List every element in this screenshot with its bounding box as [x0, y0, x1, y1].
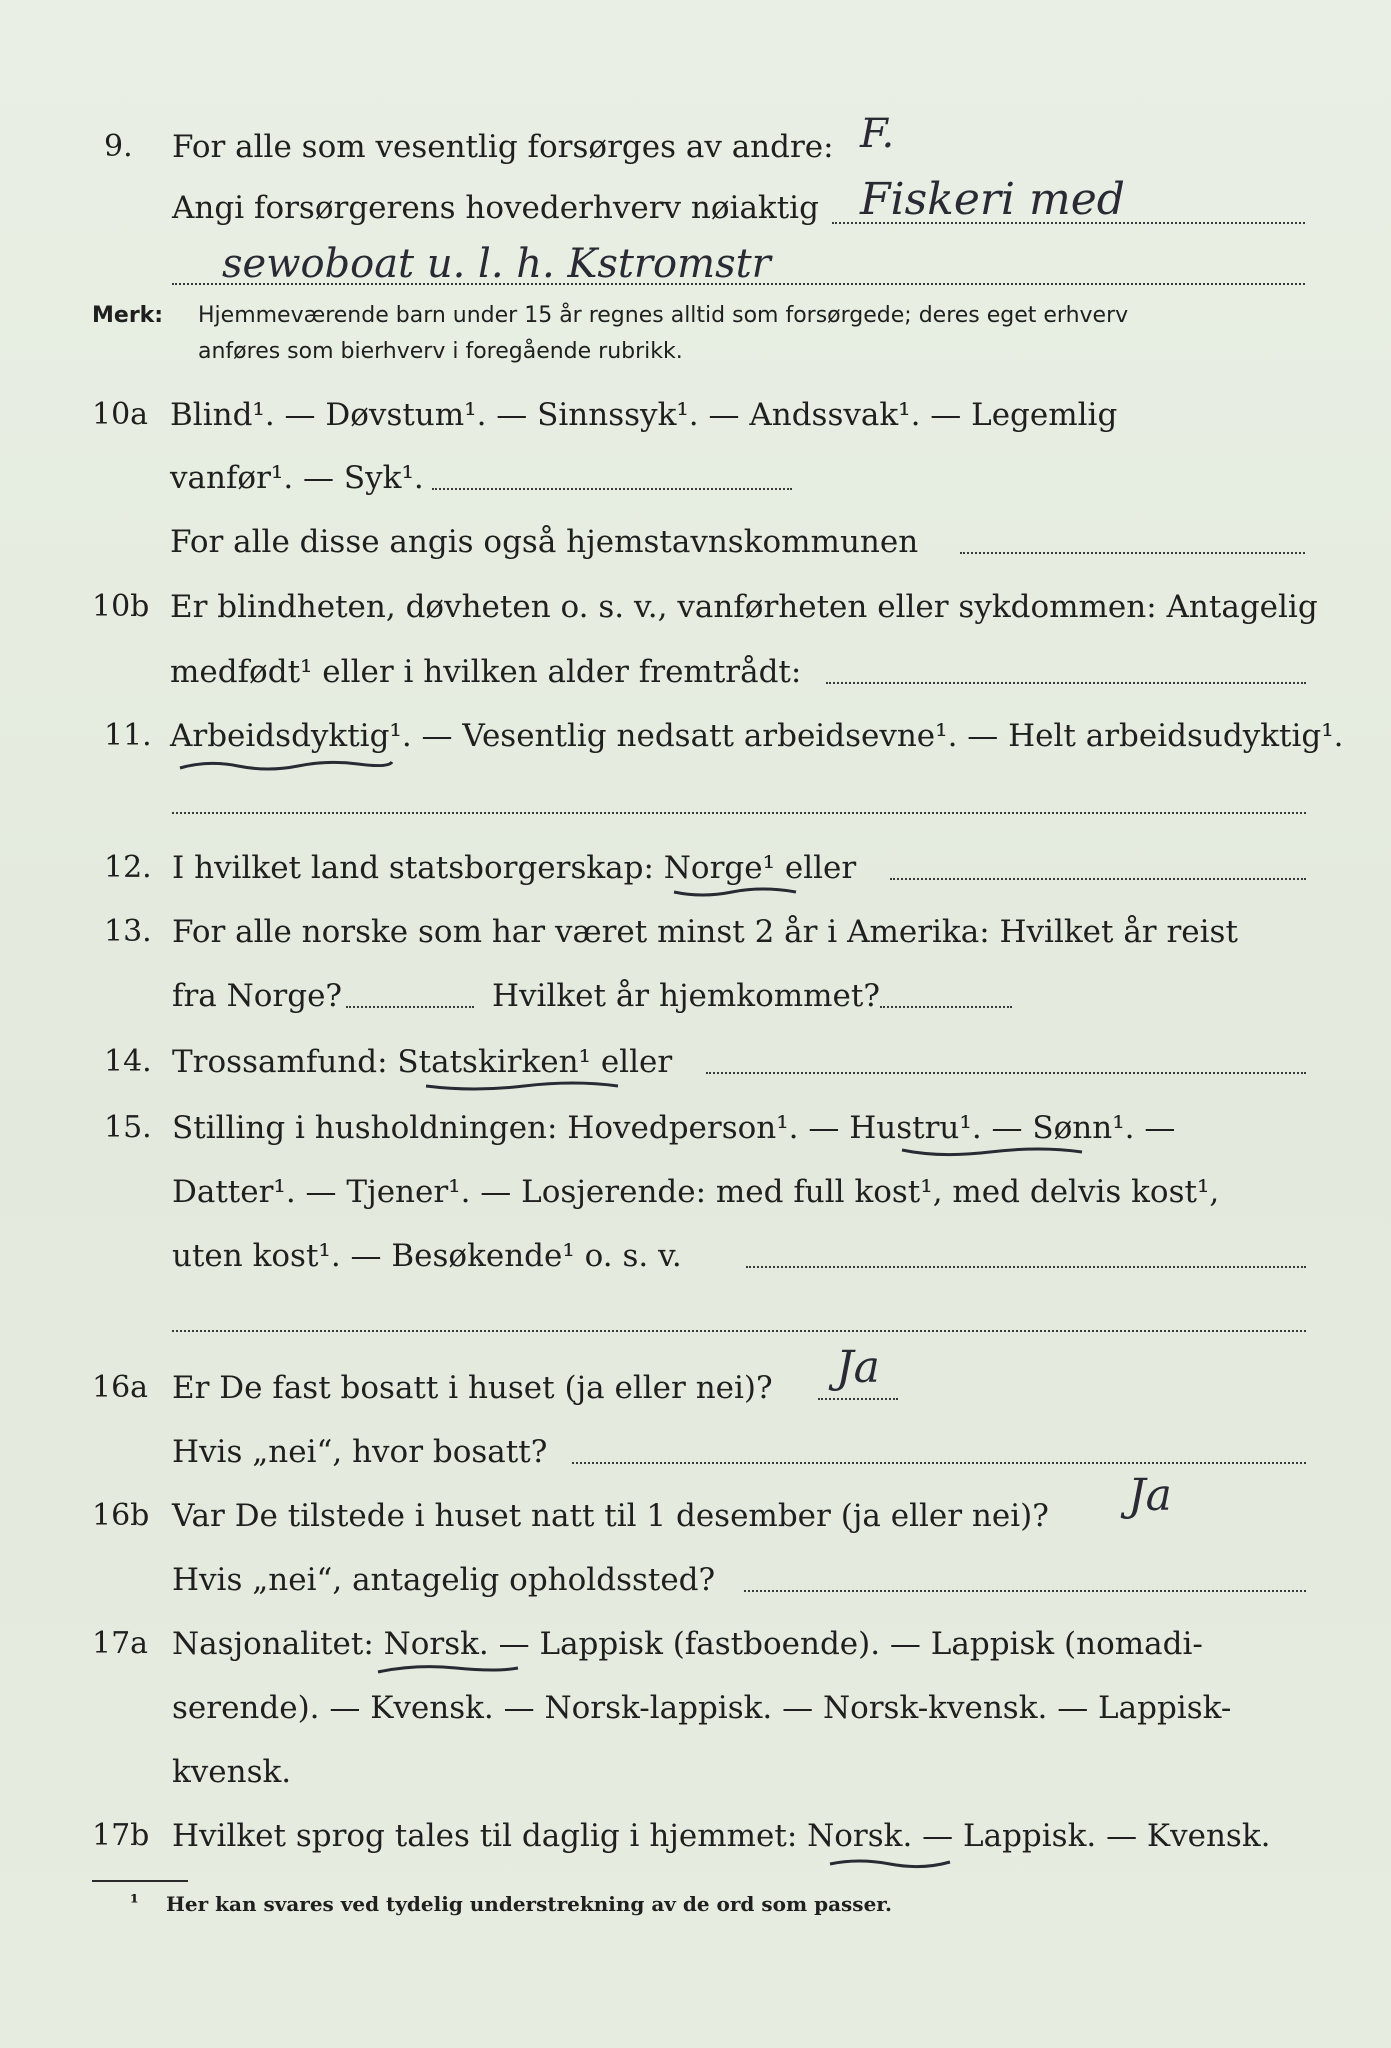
q15-text-line2: Datter¹. — Tjener¹. — Losjerende: med full kost¹, med delvis kost¹, [172, 1174, 1220, 1210]
q17b-norsk-underline [828, 1856, 952, 1870]
question-number-15: 15. [104, 1110, 152, 1145]
q17b-text-line1: Hvilket sprog tales til daglig i hjemmet: Norsk. — Lappisk. — Kvensk. [172, 1818, 1271, 1854]
q15-extra-line[interactable] [172, 1330, 1306, 1332]
q17a-text-line1: Nasjonalitet: Norsk. — Lappisk (fastboende). — Lappisk (nomadi- [172, 1626, 1203, 1662]
question-number-16a: 16a [92, 1370, 149, 1405]
q14-text-line1: Trossamfund: Statskirken¹ eller [172, 1044, 673, 1080]
q9-answer-mark: F. [860, 111, 895, 157]
question-number-10a: 10a [92, 397, 149, 432]
q10a-text-line2: vanfør¹. — Syk¹. [170, 460, 424, 496]
q10a-home-municipality-line[interactable] [960, 552, 1305, 554]
question-number-16b: 16b [92, 1498, 150, 1533]
q10a-text-line3: For alle disse angis også hjemstavnskommunen [170, 524, 919, 560]
q16a-handwritten-answer: Ja [836, 1342, 880, 1393]
q17a-norsk-underline [376, 1662, 520, 1676]
footnote-text: Her kan svares ved tydelig understrekning av de ord som passer. [166, 1892, 892, 1916]
q16b-text-line2: Hvis „nei“, antagelig opholdssted? [172, 1562, 716, 1598]
q14-answer-line[interactable] [706, 1072, 1306, 1074]
q9-handwritten-answer1: Fiskeri med [860, 174, 1125, 225]
q13-text-line2a: fra Norge? [172, 978, 343, 1014]
q11-arbeidsdyktig-underline [178, 758, 394, 772]
q16b-text-line1: Var De tilstede i huset natt til 1 desember (ja eller nei)? [172, 1498, 1049, 1534]
question-number-12: 12. [104, 850, 152, 885]
q12-norge-underline [672, 886, 798, 900]
question-number-17a: 17a [92, 1626, 149, 1661]
q15-hustru-underline [900, 1146, 1084, 1160]
merk-label: Merk: [92, 303, 164, 328]
q11-text-line1: Arbeidsdyktig¹. — Vesentlig nedsatt arbeidsevne¹. — Helt arbeidsudyktig¹. [170, 718, 1344, 754]
question-number-17b: 17b [92, 1818, 150, 1853]
q16a-answer-line[interactable] [818, 1398, 898, 1400]
footnote-mark: ¹ [130, 1890, 139, 1914]
question-number-13: 13. [104, 914, 152, 949]
q17a-text-line2: serende). — Kvensk. — Norsk-lappisk. — Norsk-kvensk. — Lappisk- [172, 1690, 1232, 1726]
q10a-text-line1: Blind¹. — Døvstum¹. — Sinnssyk¹. — Andssvak¹. — Legemlig [170, 397, 1118, 433]
q16a-text-line1: Er De fast bosatt i huset (ja eller nei)? [172, 1370, 773, 1406]
question-number-10b: 10b [92, 589, 150, 624]
q15-text-line3: uten kost¹. — Besøkende¹ o. s. v. [172, 1238, 682, 1274]
merk-text-line1: Hjemmeværende barn under 15 år regnes alltid som forsørgede; deres eget erhverv [198, 303, 1129, 328]
q16b-handwritten-answer: Ja [1128, 1470, 1172, 1521]
q16b-whereabouts-line[interactable] [744, 1590, 1306, 1592]
q13-text-line2b: Hvilket år hjemkommet? [492, 978, 880, 1014]
q13-return-year-line[interactable] [880, 1006, 1012, 1008]
q10b-text-line2: medfødt¹ eller i hvilken alder fremtrådt: [170, 654, 802, 690]
merk-text-line2: anføres som bierhverv i foregående rubrikk. [198, 339, 683, 364]
question-number-14: 14. [104, 1044, 152, 1079]
q9-handwritten-answer2: sewoboat u. l. h. Kstromstr [222, 241, 771, 287]
q16a-text-line2: Hvis „nei“, hvor bosatt? [172, 1434, 548, 1470]
q12-answer-line[interactable] [890, 878, 1306, 880]
footnote-rule [92, 1880, 188, 1882]
question-number-9: 9. [104, 129, 133, 164]
q9-text-line2: Angi forsørgerens hovederhverv nøiaktig [172, 190, 819, 226]
q16a-residence-line[interactable] [572, 1462, 1306, 1464]
q15-text-line1: Stilling i husholdningen: Hovedperson¹. — Hustru¹. — Sønn¹. — [172, 1110, 1176, 1146]
q12-text-line1: I hvilket land statsborgerskap: Norge¹ eller [172, 850, 857, 886]
q9-text-line1: For alle som vesentlig forsørges av andre: [172, 129, 834, 165]
q10a-answer-line[interactable] [432, 488, 792, 490]
q10b-text-line1: Er blindheten, døvheten o. s. v., vanførheten eller sykdommen: Antagelig [170, 589, 1318, 625]
q15-answer-line[interactable] [746, 1266, 1306, 1268]
question-number-11: 11. [104, 718, 152, 753]
q17a-text-line3: kvensk. [172, 1754, 292, 1790]
q14-statskirken-underline [424, 1080, 620, 1094]
q13-departure-year-line[interactable] [346, 1006, 474, 1008]
q10b-answer-line[interactable] [826, 682, 1306, 684]
q13-text-line1: For alle norske som har været minst 2 år i Amerika: Hvilket år reist [172, 914, 1238, 950]
q11-answer-line[interactable] [172, 812, 1306, 814]
